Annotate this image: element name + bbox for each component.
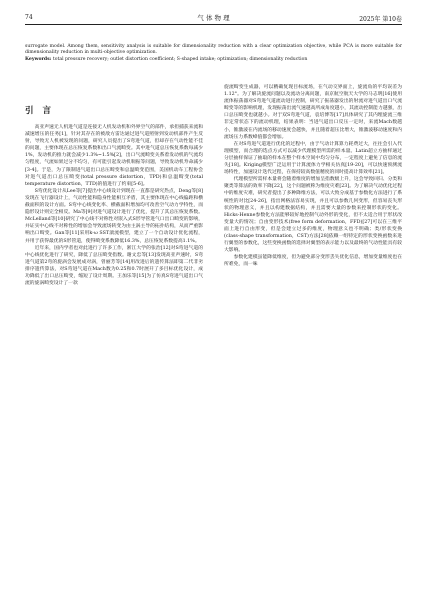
- keywords-label: Keywords:: [25, 56, 52, 62]
- left-column: [25, 124, 203, 287]
- paragraph: 旋流畸变生成器，可以精确复现目标流场，在气动交界面上，旋流角的平均误差为1.12°。为了解决旋流问题以及流动分离问题，南京航空航天大学的马志明[16]使用流体振荡器对S弯进气道流动进行控制，研究了振荡器发出的射流对进气道出口气流畸变等的影响机理，发现振荡出流气速越高所成角度越小，其流动控制能力越强，出口总压畸变也就越小。对于双S弯进气道，袁培博等[17]具体研究了其内埋旋流三维非定常状态下的流动机理，结果表明：当进气道出口反压一定时，来流Mach数越小，锥激波在内流场的移动速度会越快，并且随着超压比增大，锥激波移动速度和内流场压力系数峰值都会增加。: [224, 85, 402, 140]
- running-header: [25, 12, 402, 25]
- paragraph: S弯优化设计从Lee等[7]提出中心线设计到现在一直都是研究热点，Deng等[8]发现在飞行器设计上，气动性能和隐身性能相互矛盾，其主要体现在中心线偏距和横截面积的设计方面。S弯中心线变化率、横截面积增加均可改善空气动力学特性，而隐形设计则完全相反。Ma等[9]对进气道设计进行了优化，提升了其总压恢复系数。McLelland等[10]研究了中心线不对称性对嵌入式S形导管进气口出口畸变的影响，并证实中心线不对称性的增加会导致流场转变为由主涡主导的拓扑结构，从而严重影响出口畸变。Gan等[11]采用k-ω SST湍流模型，建立了一个自动设计优化流程，并用于获得最优的S形管道，使得畸变系数降低16.3%，总压恢复系数提高1.1%。: [25, 188, 203, 244]
- paragraph: 参数化建模虽能降低维度，但为避免部分变形丢失优化信息，增加变量维度也在所难免，而一味: [224, 255, 402, 268]
- abstract-text: surrogate model. Among them, sensitivity analysis is suitable for dimensionality reduction with a clear optimization objective, while PCA is more suitable for dimensionality reduction in multi-objective optimization.: [25, 44, 402, 56]
- issue-info: 2025年 第10卷: [359, 16, 402, 23]
- journal-name: 气 体 物 理: [197, 14, 230, 22]
- right-column: [224, 84, 402, 268]
- page-number: 74: [25, 14, 33, 21]
- paragraph: 在对S弯进气道进行优化的过程中，由于气动计算算力耗费过大，往往会引入代理模型，而合理的选点方式可以减少代理模型所需的样本量。Latin超立方抽样通过分层抽样保证了抽取的样本在整个样本空间中均匀分布，一定程度上避免了信息的流失[18]。Kriging模型广泛运用于计算流体力学相关仿真[19-20]，可以快速预测流场特性，加速设计迭代过程，在保持较高数值精度的同时提高计算效率[21]。: [224, 141, 402, 176]
- paragraph: 代理模型所需样本量将会随着维度的增加呈指数级上升，这会导致回归、分类和聚类等算法的效率下降[22]，这个问题被称为维度灾难[23]。为了解决气动优化过程中的维度灾难，研究者提出了多种降维方法，可以大致分成基于参数化方法进行了系统性的对比[24-26]，指出网格法容易实现，并且可以参数几何变形，但容易丧失形状的物理意义，并且以构建数据结构，并且需要大量的参数来控制形状的变化。Hicks-Henne参数化方法能够较好地控制气动外形的变化，但不太适合用于形状改变量大的情况；自由变形技术(free form deformation，FFD)[27]可以在三维平面上进行自由形变，但是会建立过多的维度，物理意义也不明确；类/形状变换(class-shape transformation，CST)方法[28]依赖一组特定的形状变换函数来进行翼型的参数化，这些变换函数的选择对翼型的表示能力以及最终的气动性能具有较大影响。: [224, 177, 402, 254]
- paragraph: 近年来，国内学者也对此进行了许多工作，浙江大学的张治[12]对S弯进气道的中心线优化进行了研究，降低了总压畸变指数。谢文忠等[13]发现高亚声速时，S弯进气道第2弯的旋涡会发展成对涡，曾丽芳等[14]用改进后的遗传算法即第二代非劣排序遗传算法，对S弯进气道在Mach数为0.25和0.7时展开了多目标优化设计，成功降低了出口总压畸变，缩短了设计周期。王加乐等[15]为了仿真S弯进气道出口气流的旋涡畸变设计了一款: [25, 245, 203, 287]
- keywords-line: [25, 57, 402, 63]
- section-title: 引 言: [25, 106, 54, 116]
- abstract-block: [25, 44, 402, 63]
- keywords-text: total pressure recovery; outlet distortion coefficient; S-shaped intake; optimization; dimensionality reduction: [52, 56, 308, 62]
- paragraph: 高亚声速无人机进气道是连接无人机发动机和外界空气的部件，承担捕获来流和减速增压的任务[1]，针对其存在的被敌方雷达通过进气道照射到发动机部件产生反射，导致无人机被发现的问题，研究人员提出了S弯进气道，但却存在气动性能不佳的问题，主要体现在总压恢复系数和出口气流畸变。其中进气道总压恢复系数每减少1%，发动机的推力就会减少1.3%~1.5%[2]，出口气流畸变关系着发动机的气流均匀程度，气流如果过分不均匀，有可能引起发动机喘振等问题，导致发动机寿命减少[3-4]。于是，为了限制进气道出口总压畸变和总温畸变范围，美国机动车工程协会对进气道出口总压畸变(total pressure distortion，TPD)和总温畸变(total temperature distortion，TTD)的值进行了约束[5-6]。: [25, 125, 203, 187]
